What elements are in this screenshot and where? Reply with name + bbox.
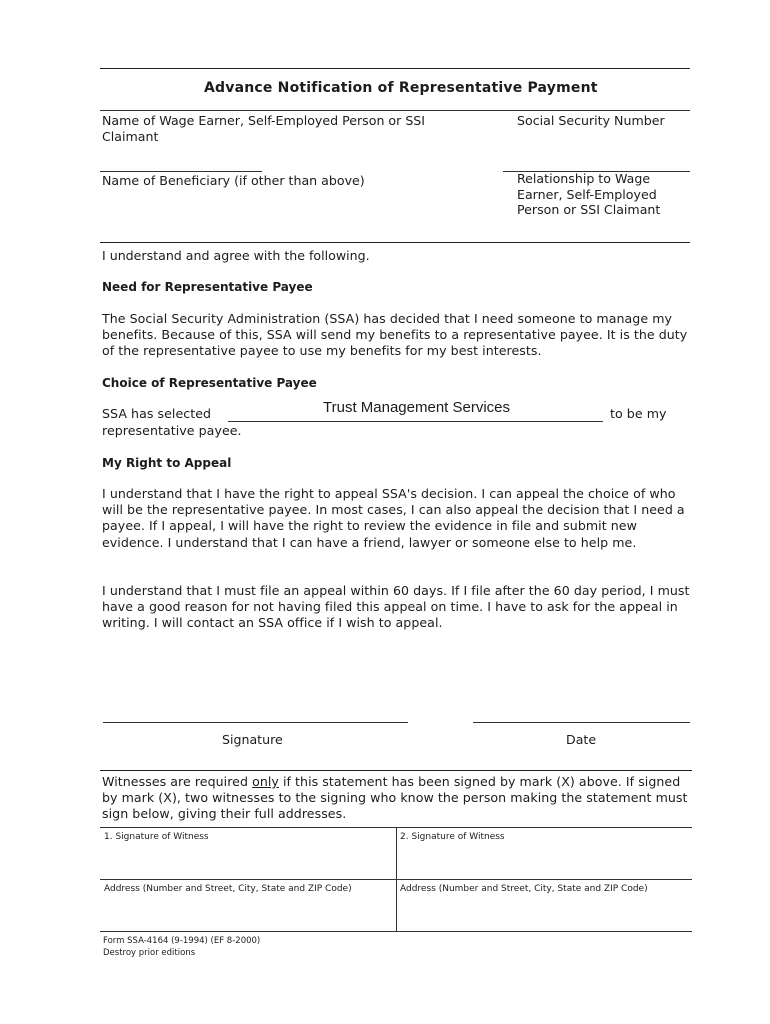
signature-label: Signature (222, 732, 283, 747)
witness-1-signature[interactable]: 1. Signature of Witness (104, 832, 209, 842)
witness-2-signature[interactable]: 2. Signature of Witness (400, 832, 505, 842)
row2-rule-left (100, 171, 262, 172)
signature-line[interactable] (103, 722, 408, 723)
field-wage-earner-name[interactable]: Name of Wage Earner, Self-Employed Person or SSI Claimant (102, 113, 426, 144)
choice-heading: Choice of Representative Payee (102, 376, 317, 390)
payee-line (228, 421, 603, 422)
choice-line2: representative payee. (102, 423, 242, 438)
witness-text (102, 774, 692, 823)
appeal-text-2: I understand that I must file an appeal within 60 days. If I file after the 60 day period, I must have a good reason for not having filed this appeal on time. I have to ask for the appeal in writing. I will contact an SSA office if I wish to appeal. (102, 583, 690, 631)
witness-text-before: Witnesses are required (102, 774, 253, 789)
date-line[interactable] (473, 722, 690, 723)
date-label: Date (566, 732, 597, 747)
appeal-heading: My Right to Appeal (102, 456, 232, 470)
top-rule (100, 68, 690, 69)
witness-2-address[interactable]: Address (Number and Street, City, State and ZIP Code) (400, 884, 648, 894)
appeal-text-1: I understand that I have the right to appeal SSA's decision. I can appeal the choice of who will be the representative payee. In most cases, I can also appeal the decision that I need a payee. If I appeal, I will have the right to review the evidence in file and submit new evidence. I understand that I can have a friend, lawyer or someone else to help me. (102, 486, 685, 550)
witness-table-bottom (100, 931, 692, 932)
choice-suffix: to be my (610, 406, 667, 421)
need-heading: Need for Representative Payee (102, 280, 313, 294)
choice-prefix: SSA has selected (102, 406, 212, 421)
field-relationship[interactable]: Relationship to Wage Earner, Self-Employed Person or SSI Claimant (517, 171, 661, 217)
form-title: Advance Notification of Representative Payment (204, 80, 598, 96)
row3-rule (100, 242, 690, 243)
destroy-note: Destroy prior editions (103, 948, 196, 958)
witness-text-only: only (252, 774, 279, 789)
witness-text-after: if this statement has been signed by mark (X) above. If signed by mark (X), two witnesses to the signing who know the person making the statement must sign below, giving their full addresses. (102, 774, 688, 822)
witness-1-address[interactable]: Address (Number and Street, City, State and ZIP Code) (104, 884, 352, 894)
field-beneficiary-name[interactable]: Name of Beneficiary (if other than above) (102, 173, 365, 188)
field-ssn[interactable]: Social Security Number (517, 113, 665, 128)
witness-rule (100, 770, 692, 771)
agree-statement: I understand and agree with the following. (102, 248, 370, 263)
need-text: The Social Security Administration (SSA) has decided that I need someone to manage my benefits. Because of this, SSA will send my benefits to a representative payee. It is the duty of the representative payee to use my benefits for my best interests. (102, 311, 688, 359)
selected-payee[interactable]: Trust Management Services (323, 399, 511, 416)
witness-table-mid (100, 879, 692, 880)
form-number: Form SSA-4164 (9-1994) (EF 8-2000) (103, 936, 261, 946)
row1-rule (100, 110, 690, 111)
